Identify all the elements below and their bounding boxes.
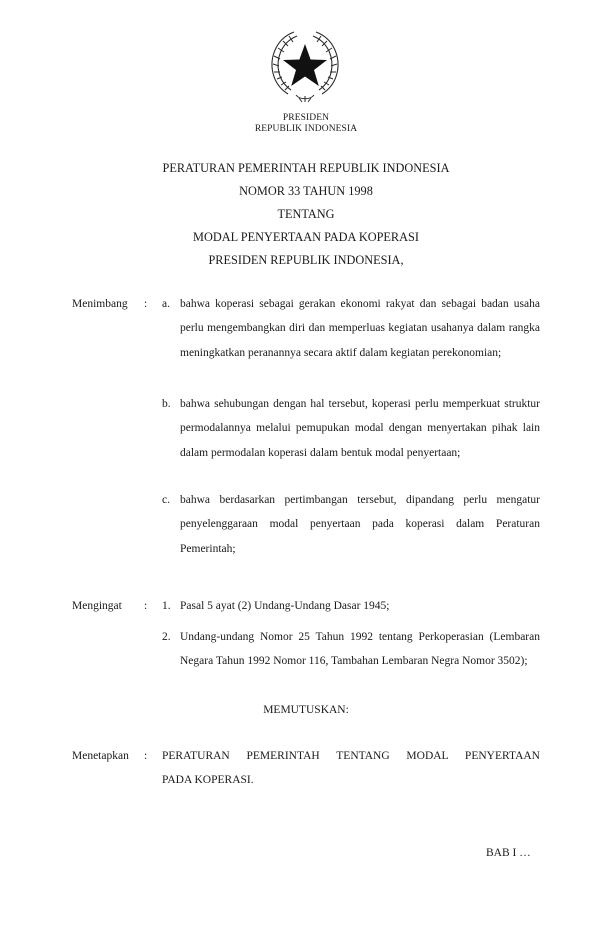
regulation-title: PERATURAN PEMERINTAH REPUBLIK INDONESIA: [162, 161, 450, 175]
memutuskan-heading: MEMUTUSKAN:: [263, 704, 349, 716]
menimbang-item-c-marker: c.: [162, 494, 170, 506]
menetapkan-line-2: PADA KOPERASI.: [162, 774, 254, 787]
mengingat-item-1-marker: 1.: [162, 600, 171, 612]
emblem-caption-president: PRESIDEN: [282, 113, 330, 123]
menimbang-item-a-marker: a.: [162, 298, 170, 310]
mengingat-label: Mengingat: [72, 600, 122, 612]
menimbang-item-b-marker: b.: [162, 398, 171, 410]
menimbang-label: Menimbang: [72, 298, 128, 310]
menimbang-item-a-text: bahwa koperasi sebagai gerakan ekonomi rakyat dan sebagai badan usaha perlu mengembangkan diri dan memperluas kegiatan usahanya dalam rangka meningkatkan peranannya secara aktif dalam kegiatan perekonomian;: [180, 298, 540, 359]
mengingat-colon: :: [144, 600, 148, 612]
menimbang-item-c-text: bahwa berdasarkan pertimbangan tersebut, dipandang perlu mengatur penyelenggaraan modal penyertaan pada koperasi dalam Peraturan Pemerintah;: [180, 494, 540, 555]
menetapkan-colon: :: [144, 750, 148, 762]
mengingat-item-2-marker: 2.: [162, 631, 171, 643]
mengingat-item-2-text: Undang-undang Nomor 25 Tahun 1992 tentang Perkoperasian (Lembaran Negara Tahun 1992 Nomor 116, Tambahan Lembaran Negra Nomor 3502);: [180, 631, 540, 668]
page-continuation-marker: BAB I …: [486, 847, 531, 859]
regulation-subject: MODAL PENYERTAAN PADA KOPERASI: [193, 230, 419, 244]
menimbang-colon: :: [144, 298, 148, 310]
garuda-star-wreath-emblem-icon: [266, 28, 344, 104]
menetapkan-line-1: PERATURAN PEMERINTAH TENTANG MODAL PENYERTAAN: [162, 750, 540, 762]
mengingat-item-1-text: Pasal 5 ayat (2) Undang-Undang Dasar 1945;: [180, 600, 390, 612]
regulation-number: NOMOR 33 TAHUN 1998: [239, 184, 373, 198]
issuer-line: PRESIDEN REPUBLIK INDONESIA,: [208, 253, 404, 267]
menetapkan-label: Menetapkan: [72, 750, 129, 762]
regulation-about-label: TENTANG: [277, 207, 335, 221]
menetapkan-text: [162, 744, 540, 793]
menimbang-item-b-text: bahwa sehubungan dengan hal tersebut, koperasi perlu memperkuat struktur permodalannya melalui pemupukan modal dengan menyertakan pihak lain dalam permodalan koperasi dalam bentuk modal penyertaan;: [180, 398, 540, 459]
emblem-caption-republic: REPUBLIK INDONESIA: [254, 124, 358, 134]
